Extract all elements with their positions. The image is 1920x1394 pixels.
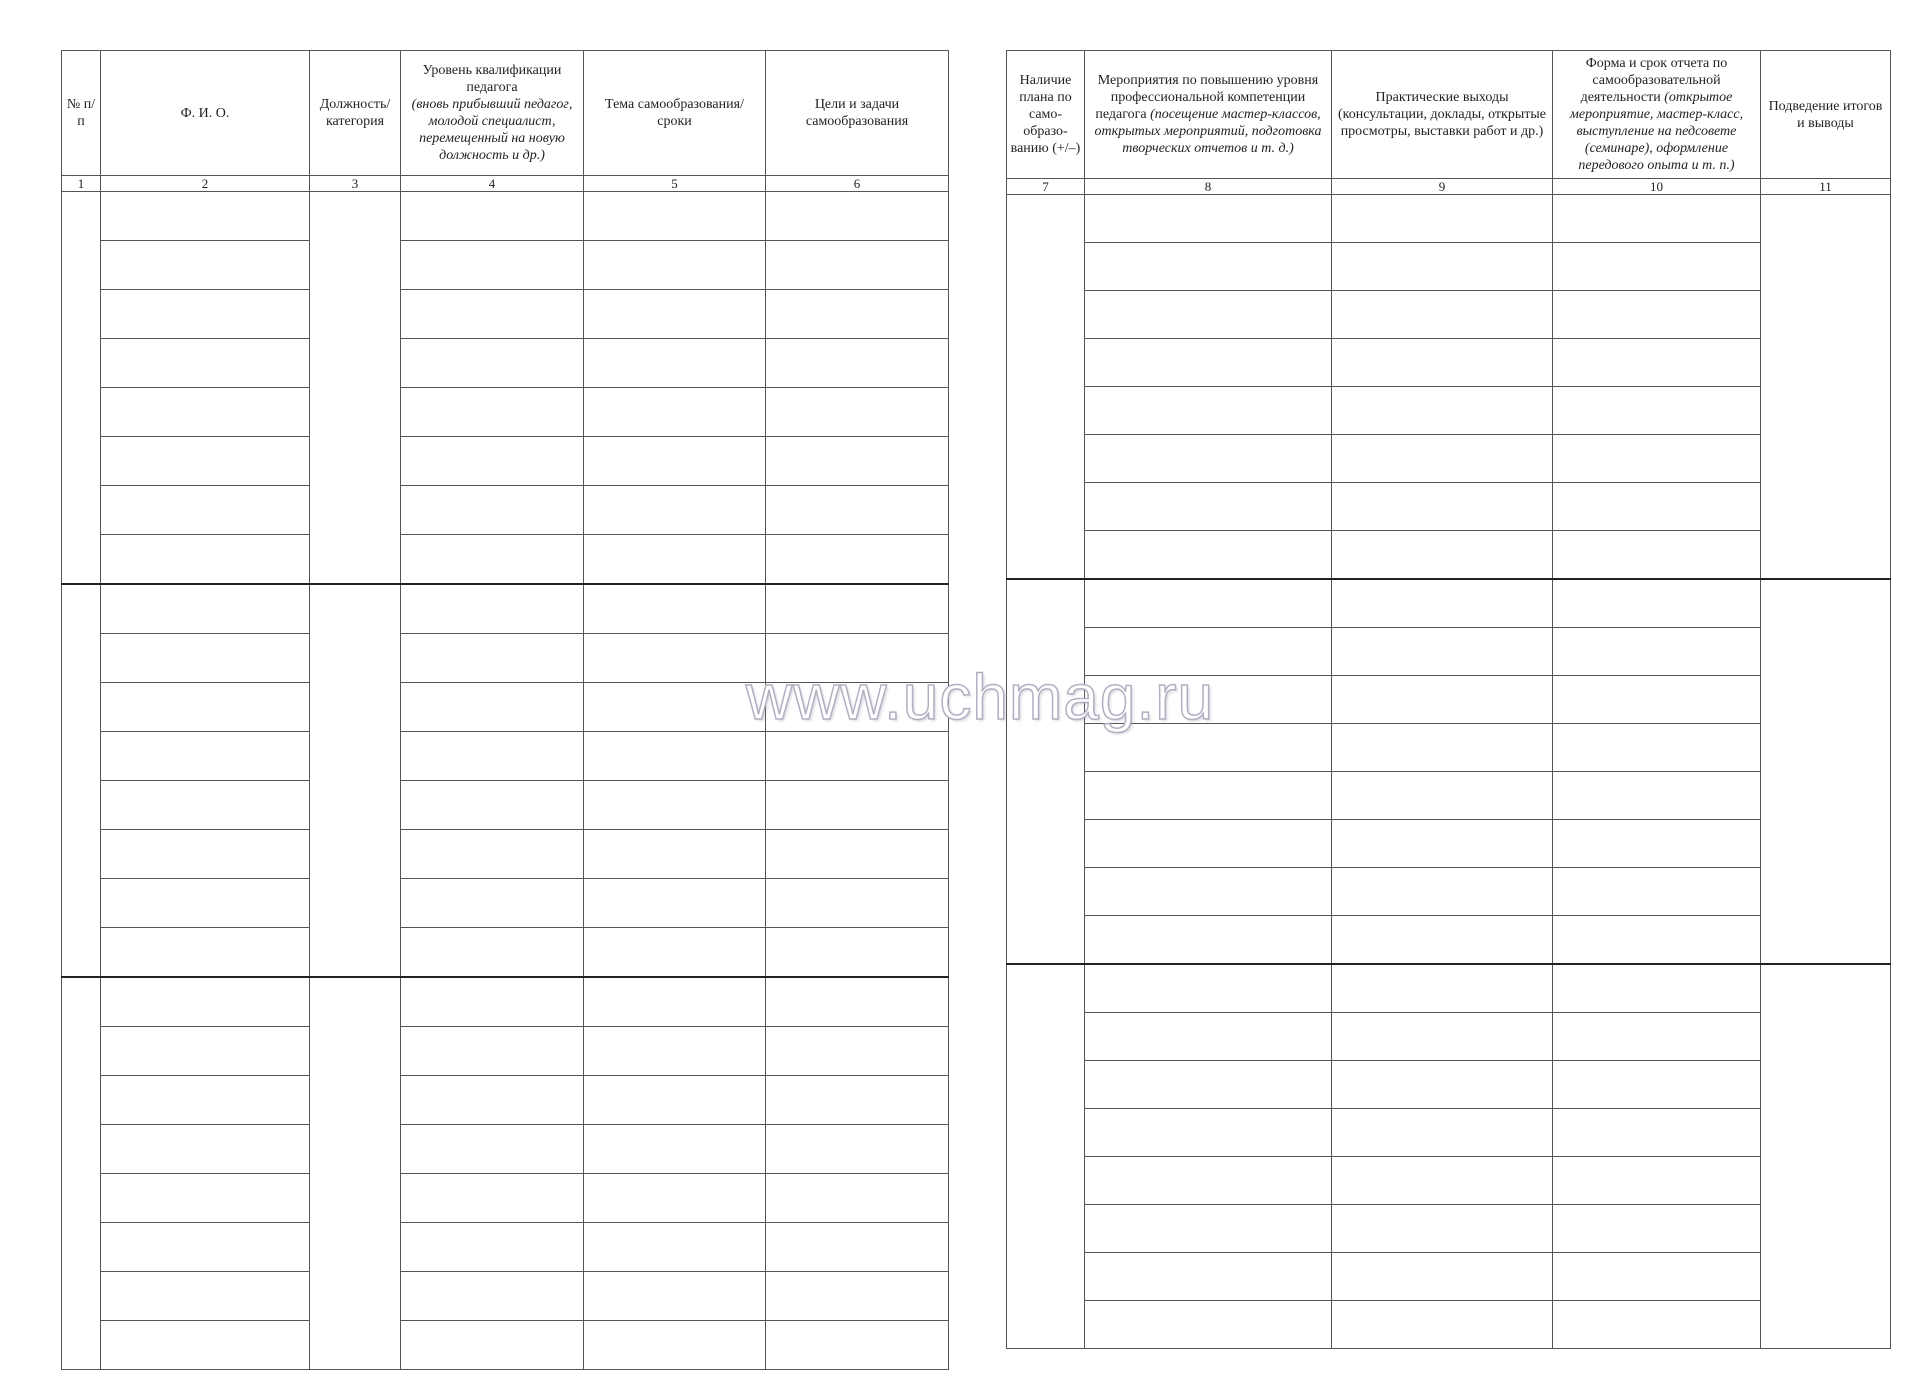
name-cell[interactable] xyxy=(101,241,310,290)
qualification-cell[interactable] xyxy=(401,1076,584,1125)
table-row xyxy=(62,437,949,486)
qualification-cell[interactable] xyxy=(401,535,584,585)
topic-cell[interactable] xyxy=(584,192,766,241)
position-cell[interactable] xyxy=(310,192,401,585)
report-cell[interactable] xyxy=(1553,1253,1761,1301)
table-row xyxy=(1007,628,1891,676)
qualification-cell[interactable] xyxy=(401,388,584,437)
activities-cell[interactable] xyxy=(1085,868,1332,916)
report-cell[interactable] xyxy=(1553,964,1761,1013)
number-cell[interactable] xyxy=(62,977,101,1370)
qualification-cell[interactable] xyxy=(401,634,584,683)
qualification-cell[interactable] xyxy=(401,1174,584,1223)
qualification-cell[interactable] xyxy=(401,1027,584,1076)
practical-cell[interactable] xyxy=(1332,195,1553,243)
practical-cell[interactable] xyxy=(1332,964,1553,1013)
qualification-cell[interactable] xyxy=(401,830,584,879)
report-cell[interactable] xyxy=(1553,772,1761,820)
report-cell[interactable] xyxy=(1553,1109,1761,1157)
table-row xyxy=(62,1125,949,1174)
table-row xyxy=(1007,1013,1891,1061)
goals-cell[interactable] xyxy=(766,732,949,781)
goals-cell[interactable] xyxy=(766,1125,949,1174)
activities-cell[interactable] xyxy=(1085,676,1332,724)
table-row xyxy=(1007,435,1891,483)
activities-cell[interactable] xyxy=(1085,724,1332,772)
topic-cell[interactable] xyxy=(584,683,766,732)
col-index-8: 8 xyxy=(1085,179,1332,195)
col-index-9: 9 xyxy=(1332,179,1553,195)
col-goals-header: Цели и задачи самообразования xyxy=(766,51,949,176)
table-row xyxy=(62,535,949,585)
table-row xyxy=(62,192,949,241)
goals-cell[interactable] xyxy=(766,830,949,879)
name-cell[interactable] xyxy=(101,339,310,388)
topic-cell[interactable] xyxy=(584,535,766,585)
table-row xyxy=(1007,964,1891,1013)
topic-cell[interactable] xyxy=(584,1076,766,1125)
table-row xyxy=(1007,676,1891,724)
topic-cell[interactable] xyxy=(584,241,766,290)
qualification-cell[interactable] xyxy=(401,879,584,928)
report-cell[interactable] xyxy=(1553,1061,1761,1109)
practical-cell[interactable] xyxy=(1332,483,1553,531)
practical-cell[interactable] xyxy=(1332,243,1553,291)
goals-cell[interactable] xyxy=(766,977,949,1027)
practical-cell[interactable] xyxy=(1332,1157,1553,1205)
table-row xyxy=(1007,1205,1891,1253)
topic-cell[interactable] xyxy=(584,388,766,437)
practical-cell[interactable] xyxy=(1332,1109,1553,1157)
activities-cell[interactable] xyxy=(1085,579,1332,628)
table-row xyxy=(1007,1253,1891,1301)
table-row xyxy=(1007,1301,1891,1349)
goals-cell[interactable] xyxy=(766,388,949,437)
table-row xyxy=(1007,339,1891,387)
qualification-cell[interactable] xyxy=(401,241,584,290)
table-row xyxy=(62,290,949,339)
report-cell[interactable] xyxy=(1553,724,1761,772)
topic-cell[interactable] xyxy=(584,339,766,388)
report-cell[interactable] xyxy=(1553,195,1761,243)
col-index-10: 10 xyxy=(1553,179,1761,195)
activities-cell[interactable] xyxy=(1085,1253,1332,1301)
table-row xyxy=(62,830,949,879)
left-table xyxy=(61,50,949,1370)
practical-cell[interactable] xyxy=(1332,531,1553,580)
col-report-header: Форма и срок отчета по самообразовательной деятельности (открытое мероприятие, мастер-класс, выступление на педсовете (семинаре), оформление передового опыта и т. п.) xyxy=(1553,51,1761,179)
table-row xyxy=(62,1027,949,1076)
goals-cell[interactable] xyxy=(766,1321,949,1370)
right-table xyxy=(1006,50,1891,1349)
name-cell[interactable] xyxy=(101,1076,310,1125)
name-cell[interactable] xyxy=(101,683,310,732)
col-index-1: 1 xyxy=(62,176,101,192)
topic-cell[interactable] xyxy=(584,879,766,928)
topic-cell[interactable] xyxy=(584,1223,766,1272)
name-cell[interactable] xyxy=(101,584,310,634)
report-cell[interactable] xyxy=(1553,676,1761,724)
report-cell[interactable] xyxy=(1553,435,1761,483)
qualification-cell[interactable] xyxy=(401,1125,584,1174)
col-index-11: 11 xyxy=(1761,179,1891,195)
name-cell[interactable] xyxy=(101,388,310,437)
position-cell[interactable] xyxy=(310,584,401,977)
col-activities-header: Мероприятия по повышению уровня профессиональной компетенции педагога (посещение мастер-классов, открытых мероприятий, подготовка творческих отчетов и т. д.) xyxy=(1085,51,1332,179)
activities-cell[interactable] xyxy=(1085,628,1332,676)
name-cell[interactable] xyxy=(101,1027,310,1076)
col-index-2: 2 xyxy=(101,176,310,192)
report-cell[interactable] xyxy=(1553,868,1761,916)
number-cell[interactable] xyxy=(62,584,101,977)
table-row xyxy=(1007,1157,1891,1205)
table-row xyxy=(62,634,949,683)
goals-cell[interactable] xyxy=(766,683,949,732)
name-cell[interactable] xyxy=(101,879,310,928)
topic-cell[interactable] xyxy=(584,830,766,879)
plan-cell[interactable] xyxy=(1007,195,1085,580)
name-cell[interactable] xyxy=(101,1272,310,1321)
col-position-header: Должность/ категория xyxy=(310,51,401,176)
activities-cell[interactable] xyxy=(1085,435,1332,483)
col-topic-header: Тема самообразования/ сроки xyxy=(584,51,766,176)
table-row xyxy=(62,732,949,781)
name-cell[interactable] xyxy=(101,977,310,1027)
col-index-3: 3 xyxy=(310,176,401,192)
col-qualification-header: Уровень квалификации педагога (вновь прибывший педагог, молодой специалист, перемещенный на новую должность и др.) xyxy=(401,51,584,176)
practical-cell[interactable] xyxy=(1332,579,1553,628)
activities-cell[interactable] xyxy=(1085,1301,1332,1349)
practical-cell[interactable] xyxy=(1332,435,1553,483)
activities-cell[interactable] xyxy=(1085,531,1332,580)
qualification-cell[interactable] xyxy=(401,683,584,732)
report-cell[interactable] xyxy=(1553,1157,1761,1205)
practical-cell[interactable] xyxy=(1332,1301,1553,1349)
table-row xyxy=(1007,195,1891,243)
name-cell[interactable] xyxy=(101,781,310,830)
table-row xyxy=(1007,291,1891,339)
goals-cell[interactable] xyxy=(766,290,949,339)
activities-cell[interactable] xyxy=(1085,195,1332,243)
table-row xyxy=(62,928,949,978)
table-row xyxy=(1007,483,1891,531)
goals-cell[interactable] xyxy=(766,1027,949,1076)
table-row xyxy=(1007,1061,1891,1109)
name-cell[interactable] xyxy=(101,437,310,486)
col-index-6: 6 xyxy=(766,176,949,192)
qualification-cell[interactable] xyxy=(401,486,584,535)
report-cell[interactable] xyxy=(1553,387,1761,435)
practical-cell[interactable] xyxy=(1332,916,1553,965)
col-index-7: 7 xyxy=(1007,179,1085,195)
activities-cell[interactable] xyxy=(1085,820,1332,868)
position-cell[interactable] xyxy=(310,977,401,1370)
practical-cell[interactable] xyxy=(1332,772,1553,820)
practical-cell[interactable] xyxy=(1332,1205,1553,1253)
summary-cell[interactable] xyxy=(1761,964,1891,1349)
goals-cell[interactable] xyxy=(766,1223,949,1272)
report-cell[interactable] xyxy=(1553,820,1761,868)
qualification-cell[interactable] xyxy=(401,1272,584,1321)
table-row xyxy=(1007,724,1891,772)
plan-cell[interactable] xyxy=(1007,579,1085,964)
qualification-cell[interactable] xyxy=(401,437,584,486)
qualification-cell[interactable] xyxy=(401,584,584,634)
practical-cell[interactable] xyxy=(1332,1061,1553,1109)
report-cell[interactable] xyxy=(1553,1013,1761,1061)
name-cell[interactable] xyxy=(101,1223,310,1272)
table-row xyxy=(1007,868,1891,916)
topic-cell[interactable] xyxy=(584,1027,766,1076)
goals-cell[interactable] xyxy=(766,781,949,830)
qualification-cell[interactable] xyxy=(401,339,584,388)
goals-cell[interactable] xyxy=(766,634,949,683)
left-header-row xyxy=(62,51,949,176)
topic-cell[interactable] xyxy=(584,290,766,339)
table-row xyxy=(62,683,949,732)
qualification-cell[interactable] xyxy=(401,1321,584,1370)
qualification-cell[interactable] xyxy=(401,290,584,339)
topic-cell[interactable] xyxy=(584,1174,766,1223)
goals-cell[interactable] xyxy=(766,584,949,634)
table-row xyxy=(1007,772,1891,820)
report-cell[interactable] xyxy=(1553,1301,1761,1349)
col-plan-header: Наличие плана по само-образо-ванию (+/–) xyxy=(1007,51,1085,179)
activities-cell[interactable] xyxy=(1085,916,1332,965)
activities-cell[interactable] xyxy=(1085,387,1332,435)
name-cell[interactable] xyxy=(101,830,310,879)
right-header-row xyxy=(1007,51,1891,179)
table-row xyxy=(62,781,949,830)
name-cell[interactable] xyxy=(101,1125,310,1174)
report-cell[interactable] xyxy=(1553,483,1761,531)
table-row xyxy=(62,1223,949,1272)
name-cell[interactable] xyxy=(101,1321,310,1370)
practical-cell[interactable] xyxy=(1332,676,1553,724)
col-practical-header: Практические выходы (консультации, доклады, открытые просмотры, выставки работ и др.) xyxy=(1332,51,1553,179)
topic-cell[interactable] xyxy=(584,928,766,978)
activities-cell[interactable] xyxy=(1085,291,1332,339)
activities-cell[interactable] xyxy=(1085,1205,1332,1253)
table-row xyxy=(62,977,949,1027)
topic-cell[interactable] xyxy=(584,781,766,830)
activities-cell[interactable] xyxy=(1085,483,1332,531)
topic-cell[interactable] xyxy=(584,977,766,1027)
table-row xyxy=(62,584,949,634)
topic-cell[interactable] xyxy=(584,437,766,486)
topic-cell[interactable] xyxy=(584,486,766,535)
report-cell[interactable] xyxy=(1553,579,1761,628)
goals-cell[interactable] xyxy=(766,879,949,928)
qualification-cell[interactable] xyxy=(401,732,584,781)
right-number-row xyxy=(1007,179,1891,195)
practical-cell[interactable] xyxy=(1332,724,1553,772)
activities-cell[interactable] xyxy=(1085,1013,1332,1061)
report-cell[interactable] xyxy=(1553,291,1761,339)
activities-cell[interactable] xyxy=(1085,772,1332,820)
name-cell[interactable] xyxy=(101,634,310,683)
activities-cell[interactable] xyxy=(1085,1109,1332,1157)
topic-cell[interactable] xyxy=(584,1125,766,1174)
name-cell[interactable] xyxy=(101,535,310,585)
number-cell[interactable] xyxy=(62,192,101,585)
report-cell[interactable] xyxy=(1553,531,1761,580)
report-cell[interactable] xyxy=(1553,1205,1761,1253)
name-cell[interactable] xyxy=(101,732,310,781)
activities-cell[interactable] xyxy=(1085,1157,1332,1205)
report-cell[interactable] xyxy=(1553,916,1761,965)
goals-cell[interactable] xyxy=(766,1076,949,1125)
report-cell[interactable] xyxy=(1553,339,1761,387)
table-row xyxy=(1007,531,1891,580)
report-cell[interactable] xyxy=(1553,243,1761,291)
goals-cell[interactable] xyxy=(766,241,949,290)
goals-cell[interactable] xyxy=(766,437,949,486)
left-page xyxy=(61,0,948,1370)
col-index-4: 4 xyxy=(401,176,584,192)
table-row xyxy=(62,241,949,290)
col-summary-header: Подведение итогов и выводы xyxy=(1761,51,1891,179)
practical-cell[interactable] xyxy=(1332,339,1553,387)
practical-cell[interactable] xyxy=(1332,1253,1553,1301)
activities-cell[interactable] xyxy=(1085,243,1332,291)
table-row xyxy=(62,1321,949,1370)
practical-cell[interactable] xyxy=(1332,387,1553,435)
summary-cell[interactable] xyxy=(1761,195,1891,580)
goals-cell[interactable] xyxy=(766,1272,949,1321)
table-row xyxy=(62,339,949,388)
table-row xyxy=(1007,243,1891,291)
col-number-header: № п/п xyxy=(62,51,101,176)
summary-cell[interactable] xyxy=(1761,579,1891,964)
activities-cell[interactable] xyxy=(1085,1061,1332,1109)
qualification-cell[interactable] xyxy=(401,977,584,1027)
left-number-row xyxy=(62,176,949,192)
name-cell[interactable] xyxy=(101,928,310,978)
name-cell[interactable] xyxy=(101,1174,310,1223)
qualification-cell[interactable] xyxy=(401,928,584,978)
table-row xyxy=(1007,1109,1891,1157)
topic-cell[interactable] xyxy=(584,732,766,781)
topic-cell[interactable] xyxy=(584,1321,766,1370)
practical-cell[interactable] xyxy=(1332,1013,1553,1061)
practical-cell[interactable] xyxy=(1332,291,1553,339)
name-cell[interactable] xyxy=(101,290,310,339)
activities-cell[interactable] xyxy=(1085,964,1332,1013)
goals-cell[interactable] xyxy=(766,192,949,241)
plan-cell[interactable] xyxy=(1007,964,1085,1349)
qualification-cell[interactable] xyxy=(401,192,584,241)
table-row xyxy=(1007,820,1891,868)
goals-cell[interactable] xyxy=(766,535,949,585)
qualification-cell[interactable] xyxy=(401,781,584,830)
practical-cell[interactable] xyxy=(1332,820,1553,868)
col-name-header: Ф. И. О. xyxy=(101,51,310,176)
table-row xyxy=(1007,387,1891,435)
topic-cell[interactable] xyxy=(584,634,766,683)
table-row xyxy=(62,1076,949,1125)
report-cell[interactable] xyxy=(1553,628,1761,676)
goals-cell[interactable] xyxy=(766,486,949,535)
col-index-5: 5 xyxy=(584,176,766,192)
table-row xyxy=(62,1174,949,1223)
table-row xyxy=(1007,579,1891,628)
name-cell[interactable] xyxy=(101,486,310,535)
practical-cell[interactable] xyxy=(1332,868,1553,916)
right-page xyxy=(1006,0,1890,1349)
activities-cell[interactable] xyxy=(1085,339,1332,387)
practical-cell[interactable] xyxy=(1332,628,1553,676)
table-row xyxy=(62,1272,949,1321)
table-row xyxy=(62,388,949,437)
topic-cell[interactable] xyxy=(584,1272,766,1321)
watermark-text: www.uchmag.ru xyxy=(745,661,1215,733)
qualification-cell[interactable] xyxy=(401,1223,584,1272)
table-row xyxy=(62,879,949,928)
name-cell[interactable] xyxy=(101,192,310,241)
table-row xyxy=(1007,916,1891,965)
goals-cell[interactable] xyxy=(766,1174,949,1223)
table-row xyxy=(62,486,949,535)
goals-cell[interactable] xyxy=(766,339,949,388)
goals-cell[interactable] xyxy=(766,928,949,978)
topic-cell[interactable] xyxy=(584,584,766,634)
